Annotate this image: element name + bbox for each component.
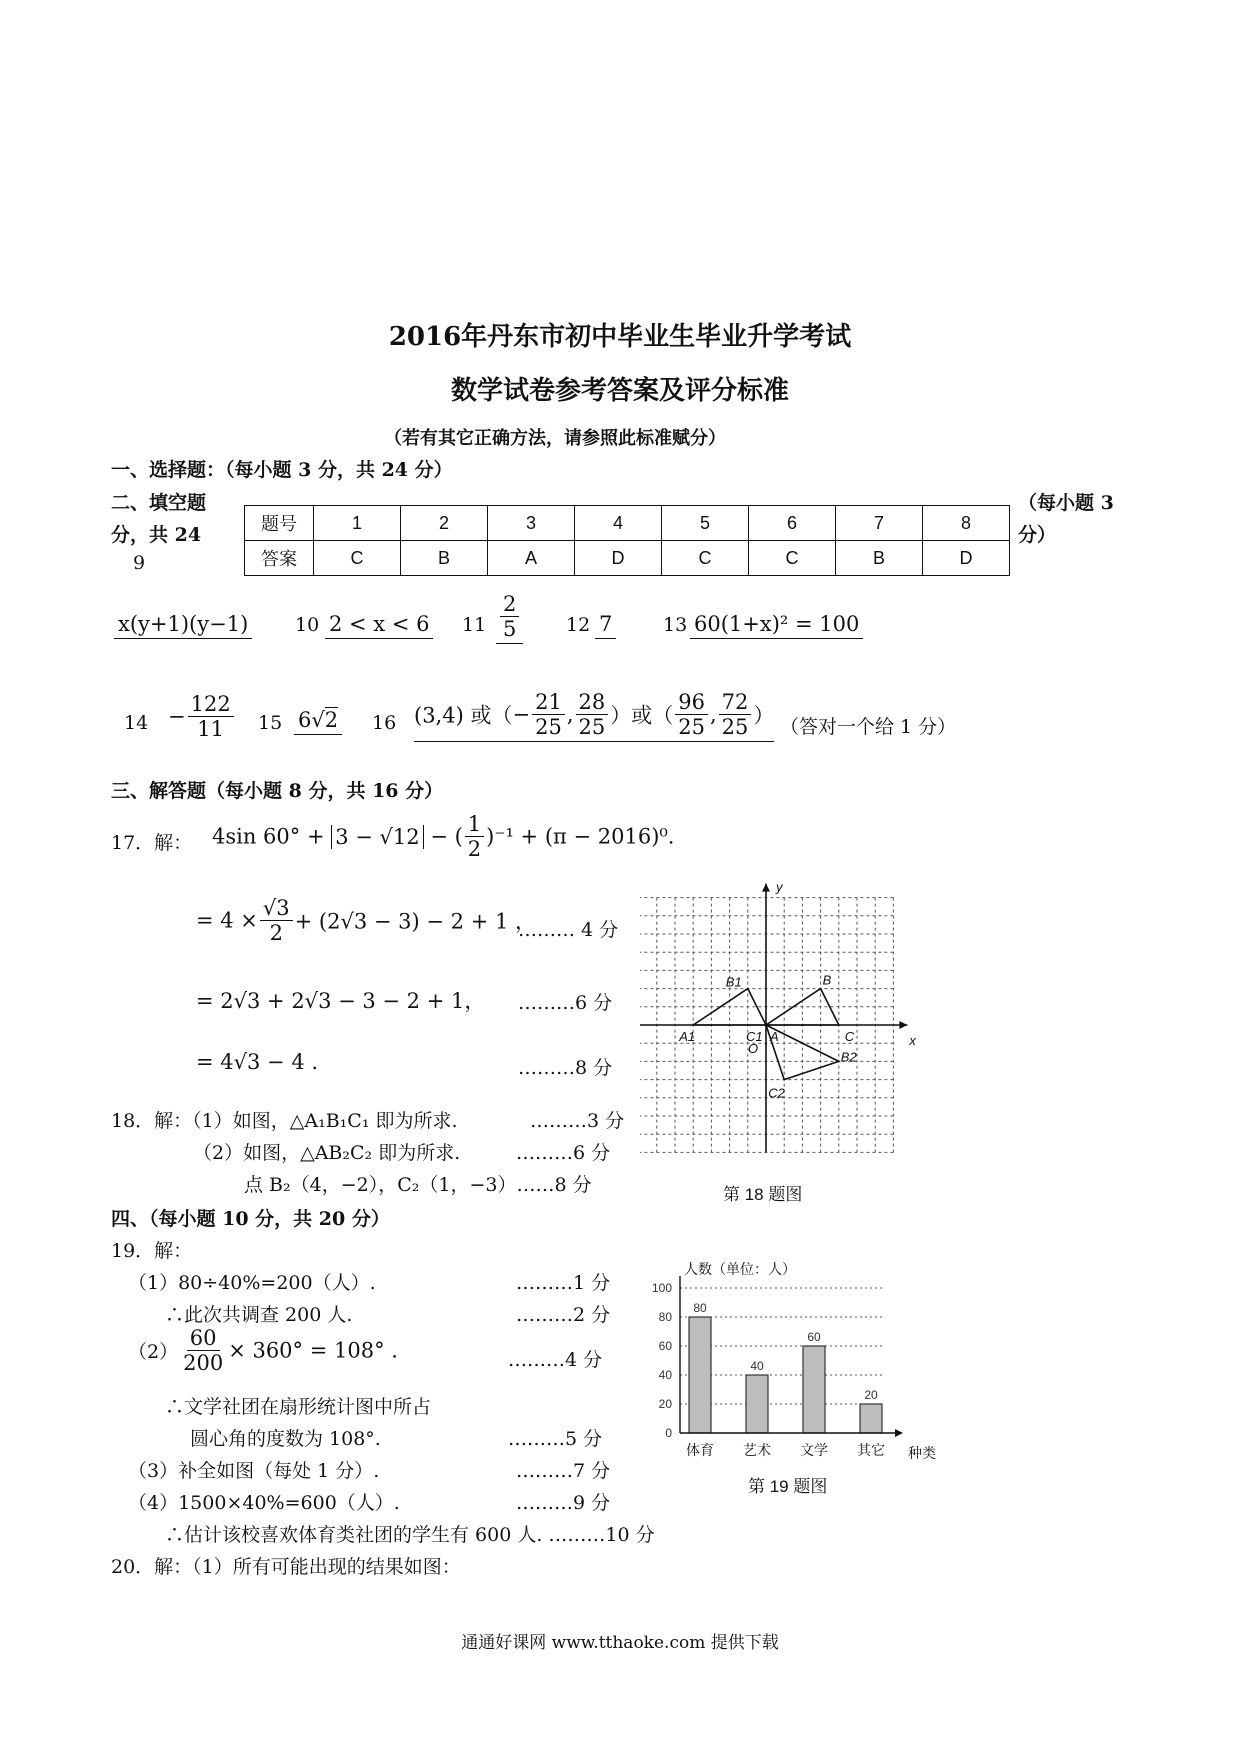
- table-cell: D: [923, 541, 1010, 576]
- answer-14: [168, 692, 236, 741]
- q19-line6: （3）补全如图（每处 1 分）.: [128, 1460, 380, 1482]
- q18-line2: （2）如图，△AB₂C₂ 即为所求.: [193, 1142, 461, 1164]
- question-9-number: 9: [133, 552, 146, 574]
- table-cell: 3: [488, 506, 575, 541]
- answer-15-coefficient: 6: [298, 708, 312, 732]
- q19-line3-numerator: 60: [187, 1326, 220, 1351]
- ytick-label: 20: [658, 1397, 672, 1411]
- q19-line2-score: ………2 分: [516, 1304, 611, 1326]
- page-subtitle: 数学试卷参考答案及评分标准: [450, 376, 789, 406]
- question-11-number: 11: [462, 614, 487, 636]
- xtick-label: 体育: [686, 1442, 714, 1458]
- y-axis-arrow: [762, 884, 770, 892]
- q19-line3-label: （2）: [128, 1341, 179, 1364]
- q19-line1-score: ………1 分: [516, 1272, 611, 1294]
- answer-16-fraction4-den: 25: [721, 715, 749, 740]
- question-16-number: 16: [372, 712, 397, 734]
- q18-line3: 点 B₂（4，−2），C₂（1，−3）……8 分: [244, 1174, 592, 1196]
- q17-step1-denominator: 2: [269, 921, 283, 946]
- q17-step1-numerator: √3: [260, 896, 293, 921]
- answer-16-fraction3-num: 96: [675, 690, 708, 715]
- q19-line1: （1）80÷40%=200（人）.: [128, 1272, 376, 1294]
- table-cell: C: [749, 541, 836, 576]
- q17-step1: [196, 896, 536, 945]
- answer-13: [690, 612, 863, 636]
- label-C1: C1: [746, 1029, 763, 1044]
- q19-line8: ∴估计该校喜欢体育类社团的学生有 600 人. ………10 分: [165, 1524, 655, 1546]
- table-cell: B: [836, 541, 923, 576]
- bar-艺术: [746, 1375, 768, 1433]
- question-17-expression: [212, 812, 675, 861]
- value-label: 20: [864, 1388, 878, 1402]
- bar-体育: [689, 1317, 711, 1433]
- page-title: 2016年丹东市初中毕业生毕业升学考试: [388, 322, 852, 352]
- answer-10: [325, 612, 433, 636]
- section2-heading-a: 二、填空题: [111, 492, 207, 514]
- chart-ylabel: 人数（单位：人）: [684, 1261, 796, 1277]
- ytick-label: 60: [658, 1339, 672, 1353]
- table-row-answers: [245, 541, 1010, 576]
- q19-line3-part-b: × 360° = 108° .: [228, 1338, 398, 1363]
- axes: [640, 884, 907, 1153]
- table-header-cell: 题号: [245, 506, 314, 541]
- answer-12: [595, 612, 616, 636]
- answer-table: [244, 505, 1010, 576]
- section4-heading: 四、（每小题 10 分，共 20 分）: [111, 1208, 390, 1230]
- value-label: 80: [693, 1301, 707, 1315]
- q17-step3: = 4√3 − 4 .: [196, 1050, 319, 1074]
- figure-19-caption: 第 19 题图: [748, 1477, 828, 1496]
- chart-value-labels: [693, 1301, 878, 1402]
- answer-16-fraction1-den: 25: [535, 715, 562, 740]
- scoring-note: （若有其它正确方法，请参照此标准赋分）: [384, 428, 726, 449]
- footer-credit: 通通好课网 www.tthaoke.com 提供下载: [461, 1633, 779, 1653]
- chart-xticks: [686, 1442, 885, 1458]
- answer-16-note: （答对一个给 1 分）: [780, 716, 957, 738]
- chart-xlabel: 种类: [908, 1445, 936, 1461]
- table-cell: D: [575, 541, 662, 576]
- answer-16-fraction2-den: 25: [578, 715, 606, 740]
- value-label: 40: [750, 1359, 764, 1373]
- section2-heading-d: 分）: [1018, 524, 1057, 546]
- q17-step3-score: ………8 分: [518, 1057, 613, 1079]
- bar-其它: [860, 1404, 882, 1433]
- answer-16-end: ）: [753, 703, 775, 728]
- q19-line3-score: ………4 分: [508, 1349, 603, 1371]
- answer-14-numerator: 122: [188, 692, 234, 717]
- answer-16-fraction2-num: 28: [576, 690, 609, 715]
- q19-line5: 圆心角的度数为 108°.: [190, 1428, 381, 1450]
- table-cell: 2: [401, 506, 488, 541]
- point-labels: [678, 880, 916, 1101]
- figure-18-caption: 第 18 题图: [723, 1185, 803, 1204]
- answer-11: [494, 592, 525, 644]
- table-cell: A: [488, 541, 575, 576]
- answer-14-sign: −: [168, 704, 186, 729]
- question-13-number: 13: [663, 614, 688, 636]
- q19-line5-score: ………5 分: [508, 1428, 603, 1450]
- answer-11-denominator: 5: [503, 617, 517, 642]
- q18-line1: 18．解：（1）如图，△A₁B₁C₁ 即为所求.: [111, 1110, 458, 1132]
- table-cell: 8: [923, 506, 1010, 541]
- q17-step1-score: ……… 4 分: [518, 919, 619, 941]
- table-cell: C: [662, 541, 749, 576]
- section2-heading-c: （每小题 3: [1018, 492, 1114, 514]
- q19-line2: ∴此次共调查 200 人.: [165, 1304, 353, 1326]
- question-15-number: 15: [258, 712, 283, 734]
- q17-step1-part-b: + (2√3 − 3) − 2 + 1 ，: [294, 909, 537, 934]
- q17-absolute-value: 3 − √12: [331, 825, 423, 849]
- q18-line1-score: ………3 分: [530, 1110, 625, 1132]
- label-C2: C2: [768, 1085, 785, 1101]
- answer-13-value: 60(1+x)² = 100: [690, 612, 863, 639]
- q17-half-denominator: 2: [467, 837, 482, 862]
- table-cell: B: [401, 541, 488, 576]
- ytick-label: 40: [658, 1368, 672, 1382]
- q17-expr-part-a: 4sin 60° +: [212, 824, 332, 849]
- answer-14-denominator: 11: [197, 717, 225, 742]
- label-A: A: [770, 1029, 779, 1044]
- label-B2: B2: [840, 1049, 857, 1065]
- q20-line1: 20．解：（1）所有可能出现的结果如图：: [111, 1556, 461, 1578]
- q18-line2-score: ………6 分: [516, 1142, 611, 1164]
- q17-expr-part-b: − (: [423, 824, 463, 849]
- question-10-number: 10: [295, 614, 320, 636]
- xtick-label: 其它: [857, 1442, 885, 1458]
- answer-15-radicand: 2: [324, 708, 339, 732]
- table-cell: 6: [749, 506, 836, 541]
- q17-step1-part-a: = 4 ×: [196, 908, 258, 933]
- section3-heading: 三、解答题（每小题 8 分，共 16 分）: [111, 780, 444, 802]
- answer-16: (3,4) 或（− $\frac{21}{25}$ , $\frac{28}{25}$ ）或（ $\frac{96}{25}$ , $\frac{72}{25}$ ）: [414, 690, 774, 742]
- q17-step2-score: ………6 分: [518, 992, 613, 1014]
- label-B1: B1: [725, 974, 742, 990]
- ytick-label: 0: [665, 1426, 672, 1440]
- answer-16-fraction1-num: 21: [532, 690, 565, 715]
- table-cell: 1: [314, 506, 401, 541]
- q19-label: 19．解：: [111, 1240, 193, 1262]
- figure-19-bar-chart: [640, 1258, 960, 1468]
- xtick-label: 文学: [800, 1442, 828, 1458]
- ytick-label: 80: [658, 1310, 672, 1324]
- section2-heading-b: 分，共 24: [111, 524, 202, 546]
- q17-expr-part-c: )⁻¹ + (π − 2016)⁰.: [486, 824, 675, 849]
- question-12-number: 12: [566, 614, 591, 636]
- q19-line7-score: ………9 分: [516, 1492, 611, 1514]
- ytick-label: 100: [651, 1281, 672, 1295]
- table-cell: 4: [575, 506, 662, 541]
- answer-12-value: 7: [595, 612, 616, 639]
- q19-line3: [128, 1326, 398, 1375]
- table-header-cell: 答案: [245, 541, 314, 576]
- label-O: O: [748, 1041, 759, 1056]
- q17-step2: = 2√3 + 2√3 − 3 − 2 + 1，: [196, 989, 486, 1013]
- table-cell: C: [314, 541, 401, 576]
- table-cell: 5: [662, 506, 749, 541]
- question-14-number: 14: [124, 712, 149, 734]
- q19-line6-score: ………7 分: [516, 1460, 611, 1482]
- section1-heading: 一、选择题：（每小题 3 分，共 24 分）: [111, 459, 453, 481]
- q19-line7: （4）1500×40%=600（人）.: [128, 1492, 400, 1514]
- answer-15: 6√2: [294, 708, 342, 732]
- label-y: y: [776, 880, 783, 895]
- answer-9: [114, 612, 252, 636]
- figure-18-coordinate-grid: [640, 880, 920, 1162]
- answer-16-mid: ）或（: [610, 703, 674, 728]
- q19-line4: ∴文学社团在扇形统计图中所占: [165, 1396, 432, 1418]
- q19-line3-denominator: 200: [183, 1351, 224, 1376]
- answer-16-part1: (3,4) 或（: [414, 703, 513, 728]
- question-17-label: 17．解：: [111, 832, 193, 854]
- label-x: x: [909, 1033, 916, 1048]
- label-C: C: [844, 1029, 855, 1044]
- value-label: 60: [807, 1330, 821, 1344]
- bar-文学: [803, 1346, 825, 1433]
- x-axis-arrow: [899, 1021, 907, 1029]
- answer-16-fraction3-den: 25: [678, 715, 705, 740]
- chart-yticks: [652, 1281, 672, 1440]
- answer-9-value: x(y+1)(y−1): [114, 612, 252, 639]
- answer-11-numerator: 2: [500, 592, 519, 617]
- answer-10-value: 2 < x < 6: [325, 612, 433, 639]
- answer-16-fraction4-num: 72: [719, 690, 752, 715]
- chart-x-arrow: [895, 1429, 903, 1437]
- table-cell: 7: [836, 506, 923, 541]
- q17-half-numerator: 1: [465, 812, 484, 837]
- label-B: B: [822, 972, 832, 988]
- label-A1: A1: [679, 1029, 696, 1044]
- xtick-label: 艺术: [743, 1442, 771, 1458]
- table-row-numbers: [245, 506, 1010, 541]
